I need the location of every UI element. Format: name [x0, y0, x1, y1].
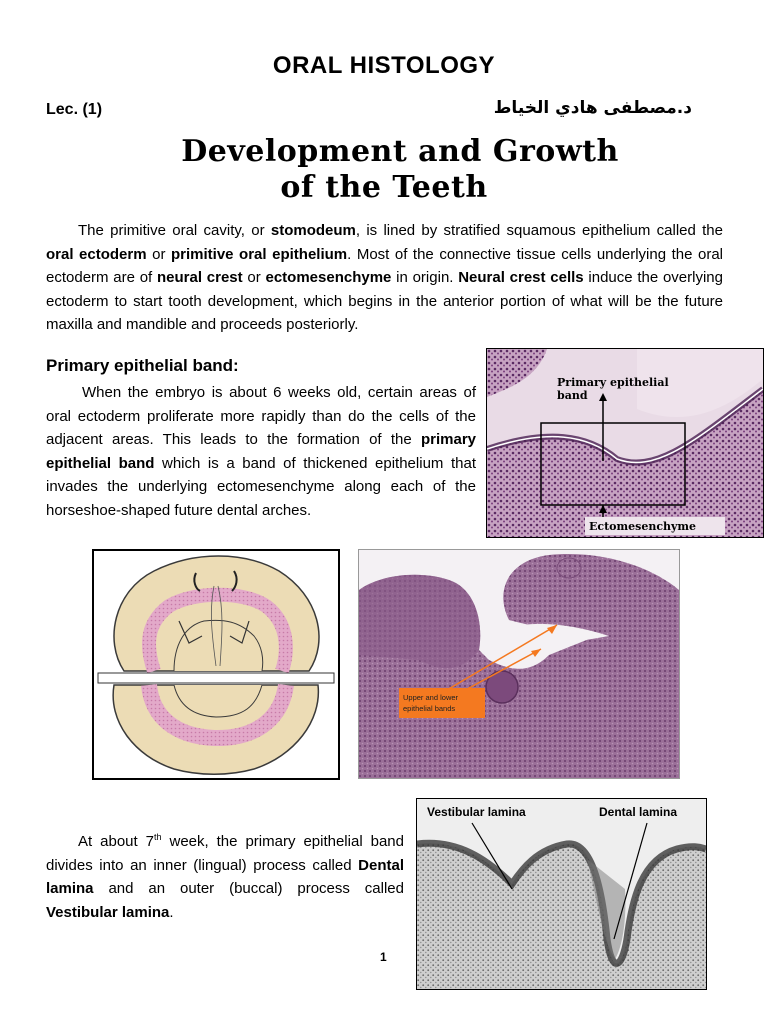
- figure-dental-arch-diagram: [92, 549, 340, 780]
- author-name: د.مصطفى هادي الخياط: [493, 98, 692, 118]
- figure1-label-band: band: [557, 389, 588, 402]
- figure4-label-dental: Dental lamina: [599, 805, 678, 819]
- intro-text: in origin.: [391, 269, 459, 287]
- intro-text: The primitive oral cavity, or: [78, 222, 271, 239]
- intro-text: or: [242, 269, 266, 287]
- main-heading-line2: of the Teeth: [280, 170, 488, 205]
- term-stomodeum: stomodeum: [270, 222, 356, 239]
- lecture-number: Lec. (1): [46, 101, 103, 118]
- figure3-label-line2: epithelial bands: [403, 704, 456, 713]
- paragraph-text: When the embryo is about 6 weeks old, certain areas of oral ectoderm proliferate more rapidly than do the cells of the adjacent areas. This leads to the formation of the: [46, 384, 476, 449]
- term-vestibular-lamina: Vestibular lamina: [46, 903, 170, 921]
- intro-text: . Most of the connective tissue cells underlying the oral ectoderm are of: [46, 245, 723, 287]
- laminae-paragraph: [46, 830, 404, 924]
- figure4-label-vestibular: Vestibular lamina: [427, 805, 526, 819]
- paragraph-text: and an outer (buccal) process called: [93, 880, 404, 898]
- main-heading-line1: Development and Growth: [181, 134, 619, 169]
- term-primary-epithelial-band: primary epithelial band: [46, 431, 476, 472]
- intro-text: induce the overlying ectoderm to start tooth development, which begins in the anterior portion of what will be the future maxilla and mandible and proceeds posteriorly.: [46, 269, 723, 334]
- intro-paragraph: [46, 219, 723, 337]
- term-neural-crest-cells: Neural crest cells: [458, 269, 584, 287]
- superscript-th: th: [154, 832, 162, 842]
- paragraph-text: At about 7: [78, 833, 154, 850]
- figure-upper-lower-epithelial-bands: [358, 549, 680, 779]
- primary-band-paragraph: [46, 381, 476, 523]
- figure-vestibular-dental-lamina: [416, 798, 707, 990]
- figure1-label-primary-band: Primary epithelial: [557, 376, 669, 389]
- term-primitive-oral-epithelium: primitive oral epithelium: [171, 245, 348, 263]
- term-dental-lamina: Dental lamina: [46, 856, 404, 898]
- paragraph-text: week, the primary epithelial band divides into an inner (lingual) process called: [46, 833, 404, 874]
- section-heading-primary-band: Primary epithelial band:: [46, 356, 239, 375]
- main-heading: [0, 134, 768, 206]
- term-ectomesenchyme: ectomesenchyme: [265, 269, 392, 287]
- intro-text: or: [146, 245, 171, 263]
- term-neural-crest: neural crest: [157, 269, 243, 287]
- term-oral-ectoderm: oral ectoderm: [46, 245, 147, 263]
- page-title: ORAL HISTOLOGY: [272, 52, 496, 79]
- paragraph-text: .: [169, 903, 174, 921]
- figure3-label-line1: Upper and lower: [403, 693, 459, 702]
- paragraph-text: which is a band of thickened epithelium that invades the underlying ectomesenchyme along each of the horseshoe-shaped future dental arches.: [46, 454, 476, 519]
- figure-primary-epithelial-band: [486, 348, 764, 538]
- intro-text: , is lined by stratified squamous epithelium called the: [355, 222, 723, 239]
- page-number: 1: [380, 950, 387, 964]
- figure1-label-ectomesenchyme: Ectomesenchyme: [589, 520, 697, 533]
